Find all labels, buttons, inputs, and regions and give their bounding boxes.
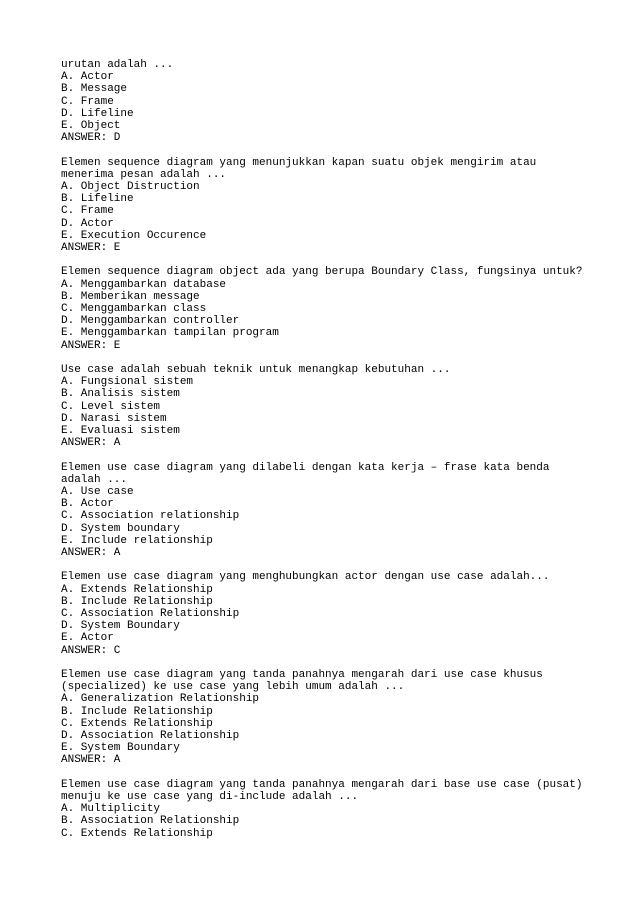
question-text: menerima pesan adalah ... (61, 168, 227, 181)
question-text: Elemen use case diagram yang tanda panahnya mengarah dari use case khusus (61, 669, 543, 682)
question-text: Elemen sequence diagram object ada yang berupa Boundary Class, fungsinya untuk? (61, 266, 583, 279)
answer-option: A. Generalization Relationship (61, 693, 260, 706)
question-text: Elemen use case diagram yang menghubungkan actor dengan use case adalah... (61, 571, 550, 584)
question-text: Elemen use case diagram yang tanda panahnya mengarah dari base use case (pusat) (61, 778, 583, 791)
answer-key: ANSWER: A (61, 754, 121, 767)
answer-option: E. Object (61, 120, 121, 133)
question-block (61, 157, 621, 255)
answer-option: A. Actor (61, 71, 114, 84)
answer-option: E. System Boundary (61, 742, 180, 755)
answer-option: D. System boundary (61, 522, 180, 535)
answer-option: D. Lifeline (61, 107, 134, 120)
question-block (61, 571, 621, 656)
answer-option: E. Include relationship (61, 534, 213, 547)
question-text: adalah ... (61, 473, 128, 486)
answer-option: C. Extends Relationship (61, 827, 213, 840)
question-text: Use case adalah sebuah teknik untuk menangkap kebutuhan ... (61, 364, 451, 377)
answer-option: A. Multiplicity (61, 803, 161, 816)
document-page (61, 59, 621, 852)
answer-option: A. Fungsional sistem (61, 376, 194, 389)
question-block (61, 669, 621, 767)
question-text: (specialized) ke use case yang lebih umum adalah ... (61, 681, 405, 694)
answer-option: A. Use case (61, 486, 134, 499)
answer-option: C. Association relationship (61, 510, 240, 523)
answer-option: B. Include Relationship (61, 595, 213, 608)
answer-option: B. Memberikan message (61, 290, 200, 303)
question-text: Elemen use case diagram yang dilabeli dengan kata kerja – frase kata benda (61, 461, 550, 474)
question-text: Elemen sequence diagram yang menunjukkan kapan suatu objek mengirim atau (61, 156, 537, 169)
answer-option: A. Extends Relationship (61, 583, 213, 596)
answer-option: B. Include Relationship (61, 705, 213, 718)
answer-option: C. Level sistem (61, 400, 161, 413)
answer-option: E. Actor (61, 632, 114, 645)
question-block (61, 779, 621, 840)
answer-option: A. Menggambarkan database (61, 278, 227, 291)
answer-option: D. Association Relationship (61, 730, 240, 743)
answer-option: B. Lifeline (61, 193, 134, 206)
question-text: urutan adalah ... (61, 59, 174, 71)
answer-option: C. Frame (61, 205, 114, 218)
answer-option: B. Message (61, 83, 128, 96)
answer-option: E. Execution Occurence (61, 229, 207, 242)
answer-key: ANSWER: A (61, 437, 121, 450)
answer-option: D. Narasi sistem (61, 412, 167, 425)
answer-option: E. Evaluasi sistem (61, 425, 180, 438)
answer-option: C. Frame (61, 95, 114, 108)
question-block (61, 59, 621, 144)
answer-option: B. Actor (61, 498, 114, 511)
answer-option: D. System Boundary (61, 620, 180, 633)
answer-option: B. Analisis sistem (61, 388, 180, 401)
answer-option: C. Association Relationship (61, 608, 240, 621)
answer-option: D. Actor (61, 217, 114, 230)
answer-option: A. Object Distruction (61, 181, 200, 194)
answer-key: ANSWER: E (61, 242, 121, 255)
question-block (61, 364, 621, 449)
question-block (61, 266, 621, 351)
answer-option: E. Menggambarkan tampilan program (61, 327, 279, 340)
answer-key: ANSWER: E (61, 339, 121, 352)
question-text: menuju ke use case yang di-include adalah ... (61, 791, 359, 804)
answer-key: ANSWER: C (61, 644, 121, 657)
answer-key: ANSWER: A (61, 547, 121, 560)
answer-key: ANSWER: D (61, 132, 121, 145)
question-block (61, 462, 621, 560)
answer-option: B. Association Relationship (61, 815, 240, 828)
answer-option: C. Extends Relationship (61, 717, 213, 730)
answer-option: D. Menggambarkan controller (61, 315, 240, 328)
answer-option: C. Menggambarkan class (61, 303, 207, 316)
